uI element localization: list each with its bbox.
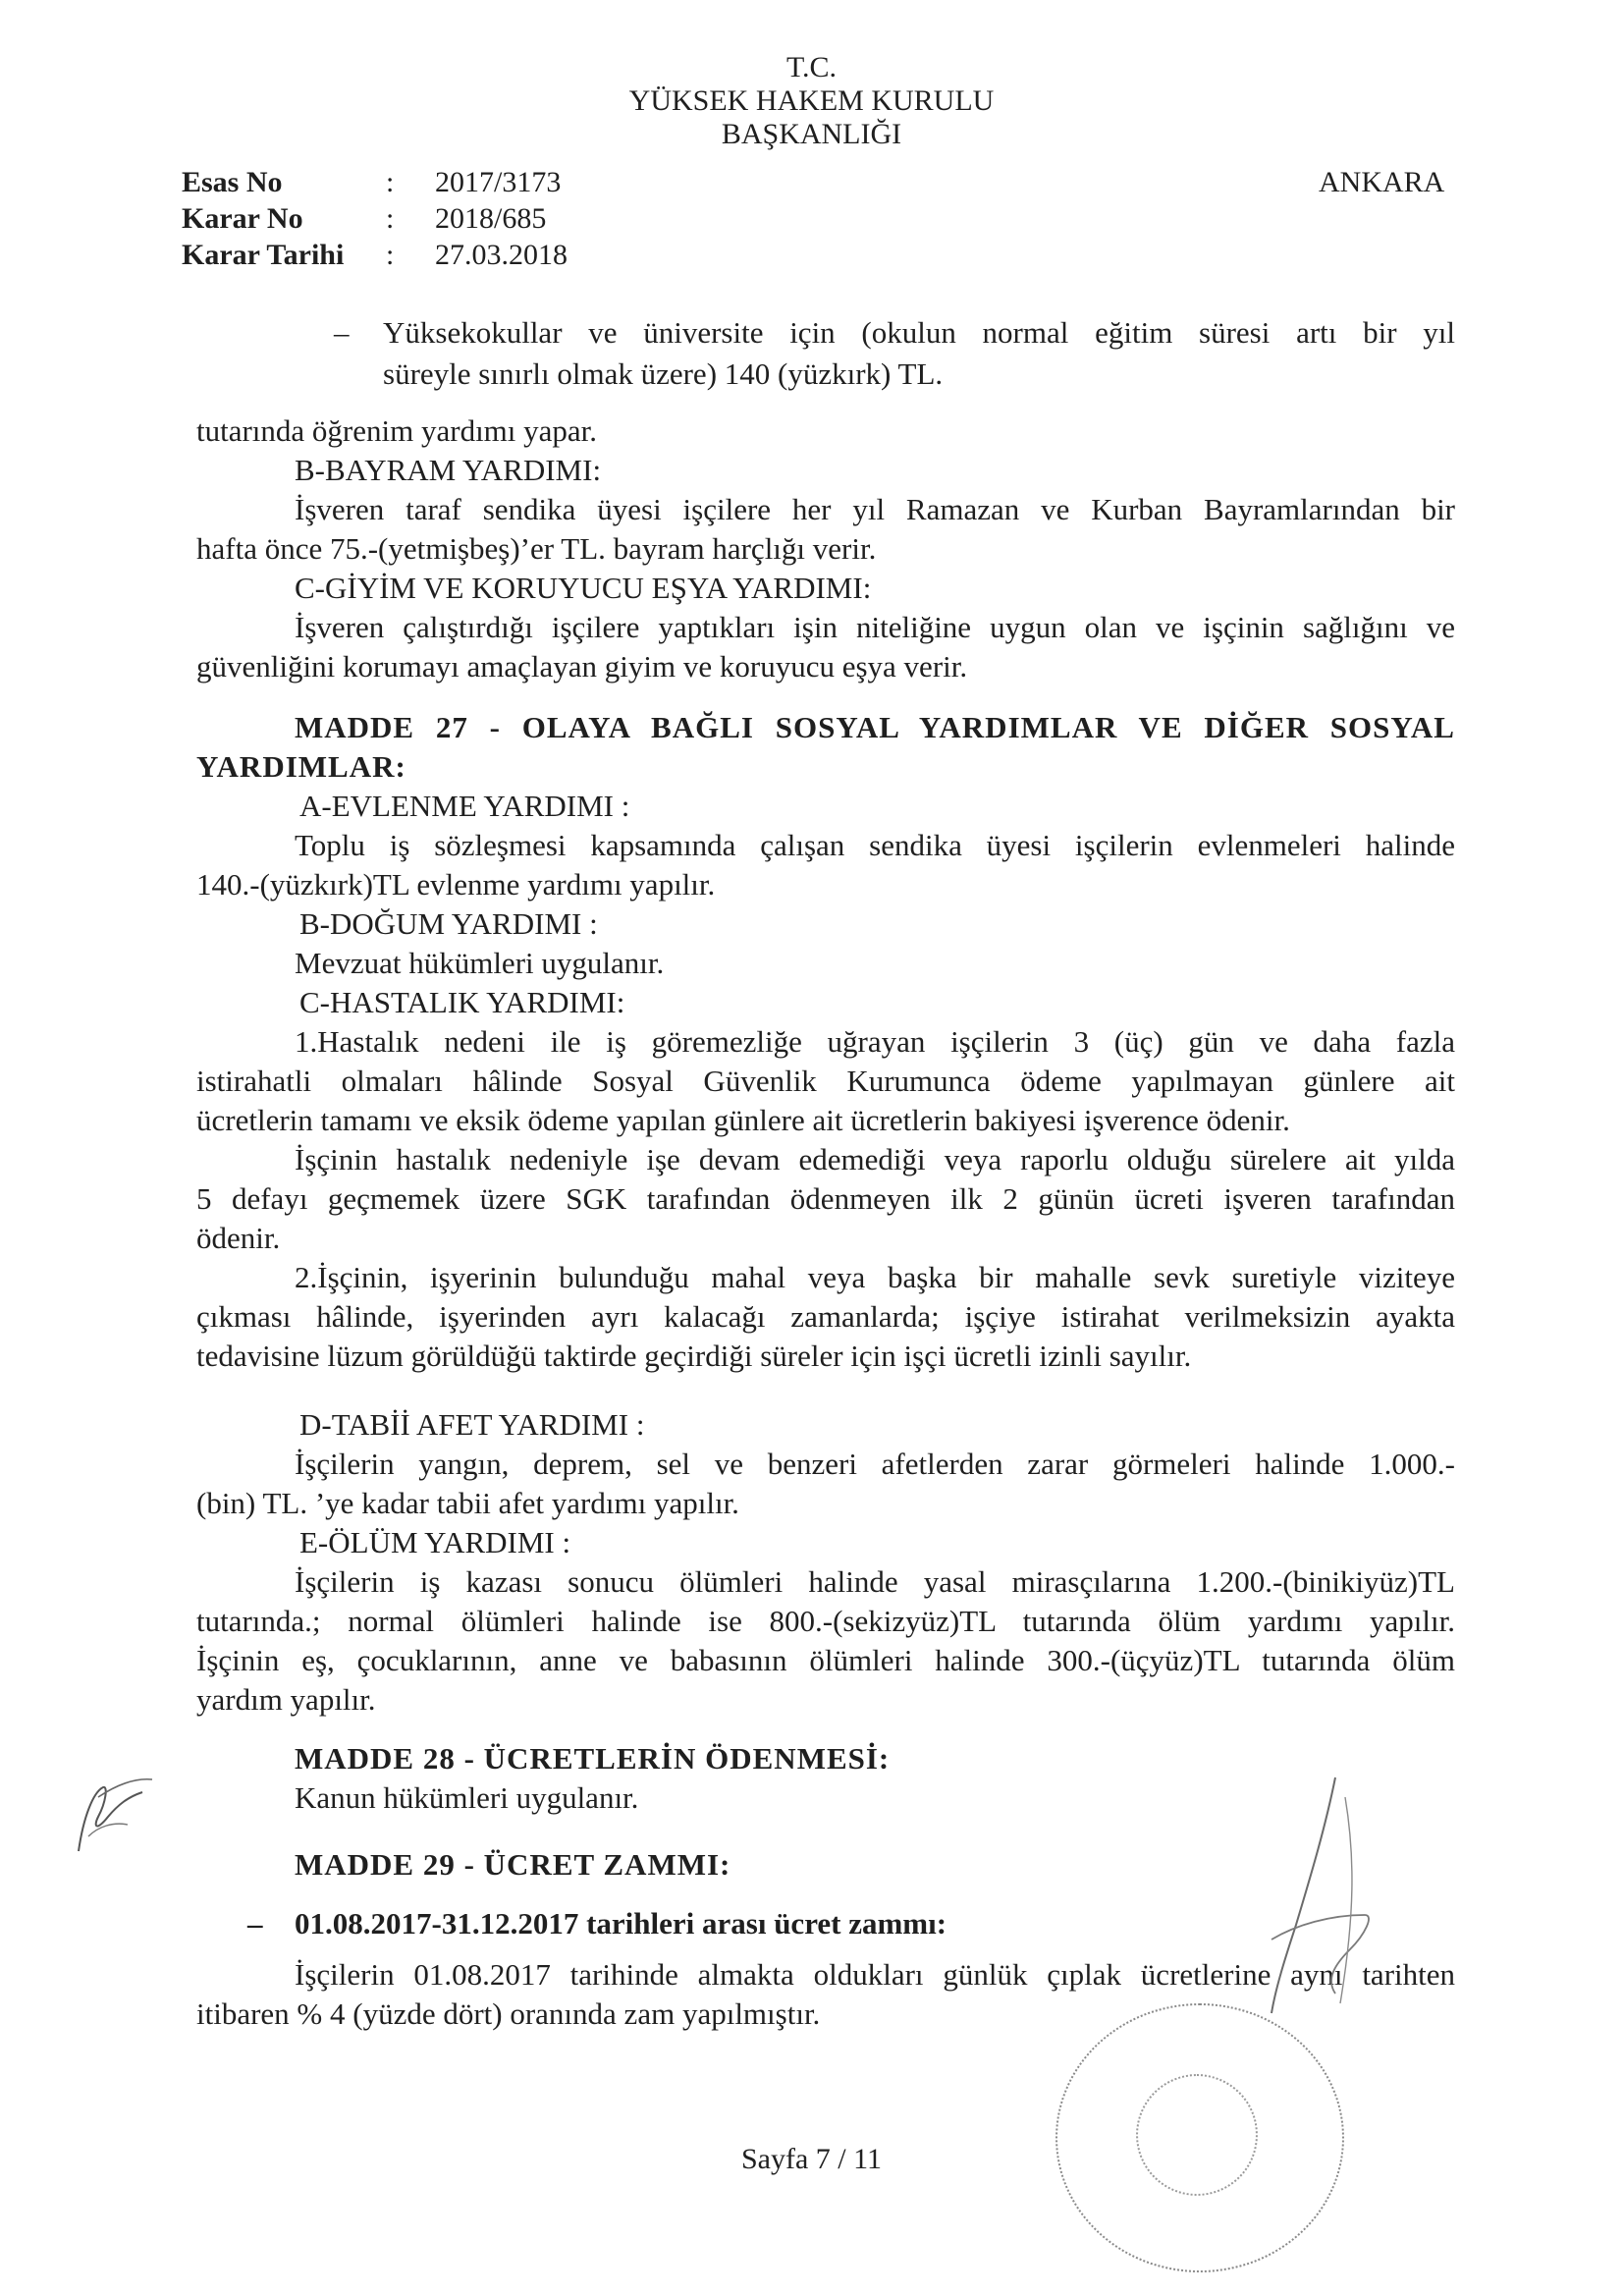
c-giyim-line1: İşveren çalıştırdığı işçilere yaptıkları işin niteliğine uygun olan ve işçinin sağlığını ve [295,610,1455,644]
header-tc: T.C. [785,51,838,83]
e-olum-line3: İşçinin eş, çocuklarının, anne ve babasının ölümleri halinde 300.-(üçyüz)TL tutarında ölüm [196,1643,1455,1677]
zam-line1: İşçilerin 01.08.2017 tarihinde almakta oldukları günlük çıplak ücretlerine aynı tarihten [295,1957,1455,1992]
page-number: Sayfa 7 / 11 [740,2143,883,2175]
b-bayram-line2: hafta önce 75.-(yetmişbeş)’er TL. bayram harçlığı verir. [196,531,877,566]
header-city: ANKARA [1319,166,1445,198]
c-hastalik-para2-line2: 5 defayı geçmemek üzere SGK tarafından ödenmeyen ilk 2 günün ücreti işveren tarafından [196,1181,1455,1216]
stamp-center-ring [1136,2074,1258,2196]
official-stamp [1055,2003,1344,2272]
d-tabii-line1: İşçilerin yangın, deprem, sel ve benzeri afetlerden zarar görmeleri halinde 1.000.- [295,1447,1455,1481]
esas-label: Esas No [182,166,283,198]
karar-label: Karar No [182,202,303,235]
madde27-title-line2: YARDIMLAR: [196,749,406,784]
c-hastalik-1-line1: 1.Hastalık nedeni ile iş göremezliğe uğrayan işçilerin 3 (üç) gün ve daha fazla [295,1024,1455,1059]
b-bayram-line1: İşveren taraf sendika üyesi işçilere her yıl Ramazan ve Kurban Bayramlarından bir [295,492,1455,526]
header-institution: YÜKSEK HAKEM KURULU [628,84,995,117]
c-hastalik-1-line2: istirahatli olmaları hâlinde Sosyal Güvenlik Kurumunca ödeme yapılmayan günlere ait [196,1064,1455,1098]
a-evlenme-title: A-EVLENME YARDIMI : [299,789,630,823]
c-hastalik-2-line3: tedavisine lüzum görüldüğü taktirde geçirdiği süreler için işçi ücretli izinli sayılır. [196,1339,1192,1373]
e-olum-line1: İşçilerin iş kazası sonucu ölümleri halinde yasal mirasçılarına 1.200.-(binikiyüz)TL [295,1564,1455,1599]
handwritten-signature [1217,1768,1404,2043]
bullet1-line2: süreyle sınırlı olmak üzere) 140 (yüzkırk) TL. [383,356,944,391]
b-dogum-line1: Mevzuat hükümleri uygulanır. [295,946,665,980]
c-hastalik-1-line3: ücretlerin tamamı ve eksik ödeme yapılan günlere ait ücretlerin bakiyesi işverence ödenir. [196,1103,1290,1137]
c-hastalik-para2-line1: İşçinin hastalık nedeniyle işe devam edemediği veya raporlu olduğu sürelere ait yılda [295,1142,1455,1176]
madde27-title-line1: MADDE 27 - OLAYA BAĞLI SOSYAL YARDIMLAR VE DİĞER SOSYAL [295,710,1455,744]
zam-dash: – [247,1906,263,1941]
e-olum-line4: yardım yapılır. [196,1682,376,1717]
c-giyim-title: C-GİYİM VE KORUYUCU EŞYA YARDIMI: [295,571,872,605]
d-tabii-line2: (bin) TL. ’ye kadar tabii afet yardımı yapılır. [196,1486,739,1520]
tarih-label: Karar Tarihi [182,239,345,271]
header-presidency: BAŞKANLIĞI [721,118,902,150]
madde28-title: MADDE 28 - ÜCRETLERİN ÖDENMESİ: [295,1741,891,1776]
a-evlenme-line1: Toplu iş sözleşmesi kapsamında çalışan sendika üyesi işçilerin evlenmeleri halinde [295,828,1455,862]
madde28-line1: Kanun hükümleri uygulanır. [295,1780,639,1815]
handwritten-initials [59,1758,167,1866]
zam-line2: itibaren % 4 (yüzde dört) oranında zam yapılmıştır. [196,1996,821,2031]
esas-value: 2017/3173 [435,166,562,198]
b-bayram-title: B-BAYRAM YARDIMI: [295,453,602,487]
b-dogum-title: B-DOĞUM YARDIMI : [299,906,598,941]
e-olum-line2: tutarında.; normal ölümleri halinde ise 800.-(sekizyüz)TL tutarında ölüm yardımı yapılır. [196,1604,1455,1638]
madde29-title: MADDE 29 - ÜCRET ZAMMI: [295,1847,731,1882]
c-giyim-line2: güvenliğini korumayı amaçlayan giyim ve koruyucu eşya verir. [196,649,968,683]
zam-subtitle: 01.08.2017-31.12.2017 tarihleri arası ücret zammı: [295,1906,947,1941]
c-hastalik-2-line2: çıkması hâlinde, işyerinden ayrı kalacağı zamanlarda; işçiye istirahat verilmeksizin ayakta [196,1299,1455,1334]
a-evlenme-line2: 140.-(yüzkırk)TL evlenme yardımı yapılır. [196,867,716,902]
tarih-value: 27.03.2018 [435,239,568,271]
para-tutar: tutarında öğrenim yardımı yapar. [196,413,598,448]
bullet1-line1: Yüksekokullar ve üniversite için (okulun normal eğitim süresi artı bir yıl [383,315,1455,350]
tarih-sep: : [386,239,395,271]
d-tabii-title: D-TABİİ AFET YARDIMI : [299,1407,645,1442]
karar-value: 2018/685 [435,202,547,235]
c-hastalik-2-line1: 2.İşçinin, işyerinin bulunduğu mahal veya başka bir mahalle sevk suretiyle viziteye [295,1260,1455,1294]
e-olum-title: E-ÖLÜM YARDIMI : [299,1525,571,1559]
esas-sep: : [386,166,395,198]
bullet-dash: – [334,315,350,350]
c-hastalik-para2-line3: ödenir. [196,1221,281,1255]
c-hastalik-title: C-HASTALIK YARDIMI: [299,985,625,1019]
karar-sep: : [386,202,395,235]
